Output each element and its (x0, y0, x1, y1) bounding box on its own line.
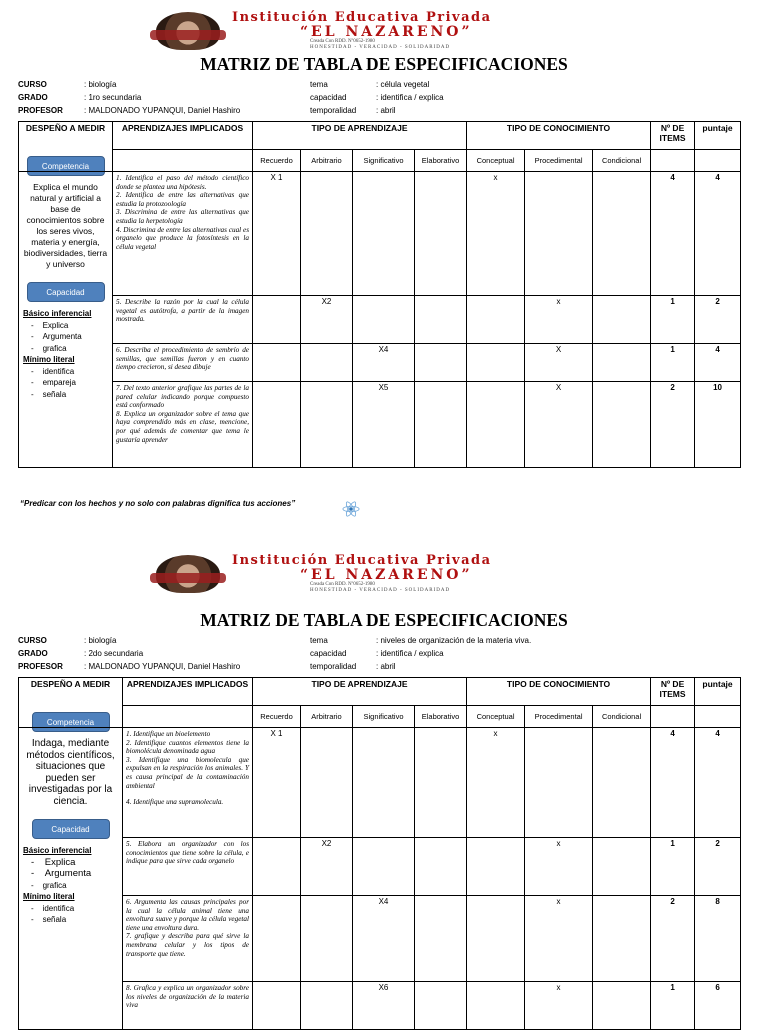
puntaje-cell: 10 (695, 382, 741, 468)
elaborativo-cell (415, 896, 467, 982)
items-cell: 7. Del texto anterior grafique las partes de la pared celular indicando porque compuesto está conformado 8. Explica un organizador sobre el tema que haya comprendido más en clase, mencione, por qué además de comentar que tema le gustaría aprender (113, 382, 253, 468)
condicional-cell (593, 728, 651, 838)
header-arbitrario: Arbitrario (301, 150, 353, 172)
table-row (19, 382, 741, 468)
arbitrario-cell: X2 (301, 296, 353, 344)
table-row (19, 838, 741, 896)
arbitrario-cell (301, 896, 353, 982)
desempeno-cell (19, 162, 113, 468)
items-cell: 8. Grafica y explica un organizador sobre los niveles de organización de la materia viva (123, 982, 253, 1030)
elaborativo-cell (415, 344, 467, 382)
significativo-cell (353, 296, 415, 344)
procedimental-cell (525, 728, 593, 838)
document-title: MATRIZ DE TABLA DE ESPECIFICACIONES (200, 54, 568, 74)
significativo-cell: X4 (353, 896, 415, 982)
conceptual-cell (467, 896, 525, 982)
procedimental-cell: X (525, 344, 593, 382)
temporalidad-value: : abril (376, 106, 396, 115)
items-cell: 1. Identifica el paso del método científico donde se plantea una hipótesis. 2. Identifica de entre las alternativas que estudia la protozoología 3. Discrimina de entre las alternativas que estudia la herpetología 4. Discrimina de entre las alternativas cual es organelo que produce la fotosíntesis en la célula vegetal (113, 172, 253, 296)
motto: HONESTIDAD - VERACIDAD - SOLIDARIDAD (310, 45, 451, 50)
header-recuerdo: Recuerdo (253, 150, 301, 172)
list-item: - Explica (31, 856, 76, 868)
arbitrario-cell (301, 982, 353, 1030)
recuerdo-cell (253, 982, 301, 1030)
procedimental-cell: x (525, 296, 593, 344)
puntaje-cell: 4 (695, 728, 741, 838)
competencia-button[interactable]: Competencia (32, 712, 110, 732)
header-despeno: DESPEÑO A MEDIR (19, 678, 123, 728)
n-items-cell: 4 (651, 172, 695, 296)
competencia-text: Explica el mundo natural y artificial a base de conocimientos sobre los seres vivos, materia y energía, biodiversidades, tierra y universo (23, 182, 108, 269)
header-n-items: Nº DE ITEMS (651, 678, 695, 706)
curso-value: : biología (84, 636, 117, 645)
procedimental-cell (525, 172, 593, 296)
header-elaborativo: Elaborativo (415, 706, 467, 728)
header-tipo-conocimiento: TIPO DE CONOCIMIENTO (467, 678, 651, 706)
curso-label: CURSO (18, 80, 47, 89)
elaborativo-cell (415, 296, 467, 344)
capacidad-label: capacidad (310, 649, 347, 658)
n-items-cell: 1 (651, 344, 695, 382)
condicional-cell (593, 838, 651, 896)
capacidades-list (23, 845, 118, 926)
header-despeno: DESPEÑO A MEDIR (19, 122, 113, 172)
motto: HONESTIDAD - VERACIDAD - SOLIDARIDAD (310, 588, 451, 593)
conceptual-cell (467, 296, 525, 344)
blank-cell (695, 706, 741, 728)
items-cell: 5. Elabora un organizador con los conocimientos que tiene sobre la célula, e indique para que sirve cada organelo (123, 838, 253, 896)
elaborativo-cell (415, 728, 467, 838)
condicional-cell (593, 344, 651, 382)
significativo-cell (353, 728, 415, 838)
list-item: - grafica (31, 343, 67, 353)
footer-quote: “Predicar con los hechos y no solo con palabras dignifica tus acciones” (20, 499, 296, 508)
conceptual-cell (467, 838, 525, 896)
blank-cell (123, 706, 253, 728)
competencia-text: Indaga, mediante métodos científicos, situaciones que pueden ser investigadas por la ciencia. (26, 738, 115, 807)
list-item: - señala (31, 915, 67, 924)
header-recuerdo: Recuerdo (253, 706, 301, 728)
school-banner (150, 10, 590, 52)
capacidad-value: : identifica / explica (376, 649, 444, 658)
atom-icon (342, 500, 360, 518)
significativo-cell: X6 (353, 982, 415, 1030)
recuerdo-cell (253, 838, 301, 896)
list-item: - Explica (31, 320, 69, 330)
significativo-cell (353, 838, 415, 896)
items-cell: 6. Argumenta las causas principales por la cual la célula animal tiene una envoltura suave y porque la célula vegetal tiene una envoltura dura. 7. grafique y describa para qué sirve la membrana celular y los tipos de transporte que tiene. (123, 896, 253, 982)
capacidades-list (23, 308, 108, 400)
nazareno-logo (156, 12, 220, 50)
recuerdo-cell: X 1 (253, 172, 301, 296)
procedimental-cell: x (525, 982, 593, 1030)
tema-value: : célula vegetal (376, 80, 430, 89)
recuerdo-cell: X 1 (253, 728, 301, 838)
creation-note: Creada Con RDD. Nº0652-1980 (310, 582, 375, 587)
n-items-cell: 2 (651, 896, 695, 982)
conceptual-cell: x (467, 728, 525, 838)
list-item: - señala (31, 389, 67, 399)
creation-note: Creada Con RDD. Nº0652-1980 (310, 39, 375, 44)
puntaje-cell: 4 (695, 172, 741, 296)
puntaje-cell: 4 (695, 344, 741, 382)
significativo-cell: X5 (353, 382, 415, 468)
competencia-button[interactable]: Competencia (27, 156, 105, 176)
header-significativo: Significativo (353, 150, 415, 172)
profesor-label: PROFESOR (18, 662, 63, 671)
grado-label: GRADO (18, 649, 48, 658)
header-condicional: Condicional (593, 150, 651, 172)
arbitrario-cell (301, 344, 353, 382)
header-aprendizajes: APRENDIZAJES IMPLICADOS (123, 678, 253, 706)
desempeno-cell (19, 718, 123, 1030)
institution-name: Institución Educativa Privada (232, 10, 492, 25)
capacidad-button[interactable]: Capacidad (32, 819, 110, 839)
temporalidad-label: temporalidad (310, 662, 357, 671)
page-2 (0, 545, 768, 1024)
table-row (19, 296, 741, 344)
table-row (19, 344, 741, 382)
list-item: - identifica (31, 366, 75, 376)
condicional-cell (593, 382, 651, 468)
curso-label: CURSO (18, 636, 47, 645)
tema-label: tema (310, 80, 328, 89)
table-row (19, 982, 741, 1030)
curso-value: : biología (84, 80, 117, 89)
elaborativo-cell (415, 838, 467, 896)
header-tipo-aprendizaje: TIPO DE APRENDIZAJE (253, 678, 467, 706)
spec-table (18, 121, 741, 468)
header-arbitrario: Arbitrario (301, 706, 353, 728)
blank-cell (651, 706, 695, 728)
header-puntaje: puntaje (695, 678, 741, 706)
items-cell: 6. Describa el procedimiento de sembrío de semillas, que semillas fueron y en cuanto tiempo crecieron, si desea dibuje (113, 344, 253, 382)
grado-value: : 2do secundaria (84, 649, 144, 658)
procedimental-cell: x (525, 838, 593, 896)
table-row (19, 896, 741, 982)
n-items-cell: 2 (651, 382, 695, 468)
school-banner (150, 553, 590, 595)
header-puntaje: puntaje (695, 122, 741, 150)
arbitrario-cell (301, 172, 353, 296)
basico-heading: Básico inferencial (23, 846, 92, 855)
procedimental-cell: x (525, 896, 593, 982)
condicional-cell (593, 296, 651, 344)
profesor-value: : MALDONADO YUPANQUI, Daniel Hashiro (84, 106, 241, 115)
puntaje-cell: 8 (695, 896, 741, 982)
temporalidad-label: temporalidad (310, 106, 357, 115)
condicional-cell (593, 172, 651, 296)
list-item: - grafica (31, 880, 67, 890)
temporalidad-value: : abril (376, 662, 396, 671)
puntaje-cell: 2 (695, 838, 741, 896)
significativo-cell: X4 (353, 344, 415, 382)
n-items-cell: 1 (651, 838, 695, 896)
grado-label: GRADO (18, 93, 48, 102)
school-name: “EL NAZARENO” (300, 567, 473, 583)
spec-table (18, 677, 741, 1030)
list-item: - Argumenta (31, 868, 92, 879)
school-name: “EL NAZARENO” (300, 24, 473, 40)
blank-cell (651, 150, 695, 172)
document-title: MATRIZ DE TABLA DE ESPECIFICACIONES (200, 610, 568, 630)
puntaje-cell: 6 (695, 982, 741, 1030)
list-item: - identifica (31, 903, 75, 913)
significativo-cell (353, 172, 415, 296)
n-items-cell: 1 (651, 982, 695, 1030)
profesor-value: : MALDONADO YUPANQUI, Daniel Hashiro (84, 662, 241, 671)
blank-cell (113, 150, 253, 172)
capacidad-button[interactable]: Capacidad (27, 282, 105, 302)
institution-name: Institución Educativa Privada (232, 553, 492, 568)
elaborativo-cell (415, 982, 467, 1030)
header-significativo: Significativo (353, 706, 415, 728)
table-row (19, 172, 741, 296)
items-cell: 5. Describe la razón por la cual la célula vegetal es autótrofa, a partir de la imagen mostrada. (113, 296, 253, 344)
recuerdo-cell (253, 344, 301, 382)
nazareno-logo (156, 555, 220, 593)
header-procedimental: Procedimental (525, 150, 593, 172)
conceptual-cell (467, 344, 525, 382)
conceptual-cell (467, 382, 525, 468)
tema-value: : niveles de organización de la materia viva. (376, 636, 532, 645)
recuerdo-cell (253, 382, 301, 468)
profesor-label: PROFESOR (18, 106, 63, 115)
procedimental-cell: X (525, 382, 593, 468)
tema-label: tema (310, 636, 328, 645)
header-conceptual: Conceptual (467, 150, 525, 172)
header-tipo-conocimiento: TIPO DE CONOCIMIENTO (467, 122, 651, 150)
puntaje-cell: 2 (695, 296, 741, 344)
minimo-heading: Mínimo literal (23, 355, 75, 364)
header-aprendizajes: APRENDIZAJES IMPLICADOS (113, 122, 253, 150)
n-items-cell: 1 (651, 296, 695, 344)
conceptual-cell: x (467, 172, 525, 296)
recuerdo-cell (253, 896, 301, 982)
header-n-items: Nº DE ITEMS (651, 122, 695, 150)
n-items-cell: 4 (651, 728, 695, 838)
header-elaborativo: Elaborativo (415, 150, 467, 172)
blank-cell (695, 150, 741, 172)
header-procedimental: Procedimental (525, 706, 593, 728)
minimo-heading: Mínimo literal (23, 892, 75, 901)
elaborativo-cell (415, 172, 467, 296)
basico-heading: Básico inferencial (23, 309, 92, 318)
arbitrario-cell (301, 382, 353, 468)
elaborativo-cell (415, 382, 467, 468)
list-item: - Argumenta (31, 332, 82, 341)
condicional-cell (593, 982, 651, 1030)
recuerdo-cell (253, 296, 301, 344)
list-item: - empareja (31, 378, 76, 387)
conceptual-cell (467, 982, 525, 1030)
capacidad-label: capacidad (310, 93, 347, 102)
arbitrario-cell: X2 (301, 838, 353, 896)
header-tipo-aprendizaje: TIPO DE APRENDIZAJE (253, 122, 467, 150)
condicional-cell (593, 896, 651, 982)
capacidad-value: : identifica / explica (376, 93, 444, 102)
table-row (19, 728, 741, 838)
header-conceptual: Conceptual (467, 706, 525, 728)
grado-value: : 1ro secundaria (84, 93, 142, 102)
header-condicional: Condicional (593, 706, 651, 728)
items-cell: 1. Identifique un bioelemento 2. Identifique cuantos elementos tiene la biomolécula denominada agua 3. Identifique una biomolecula que expulsan en la respiración los animales. Y es causa principal de la contaminación ambiental 4. Identifique una supramolecula. (123, 728, 253, 838)
arbitrario-cell (301, 728, 353, 838)
